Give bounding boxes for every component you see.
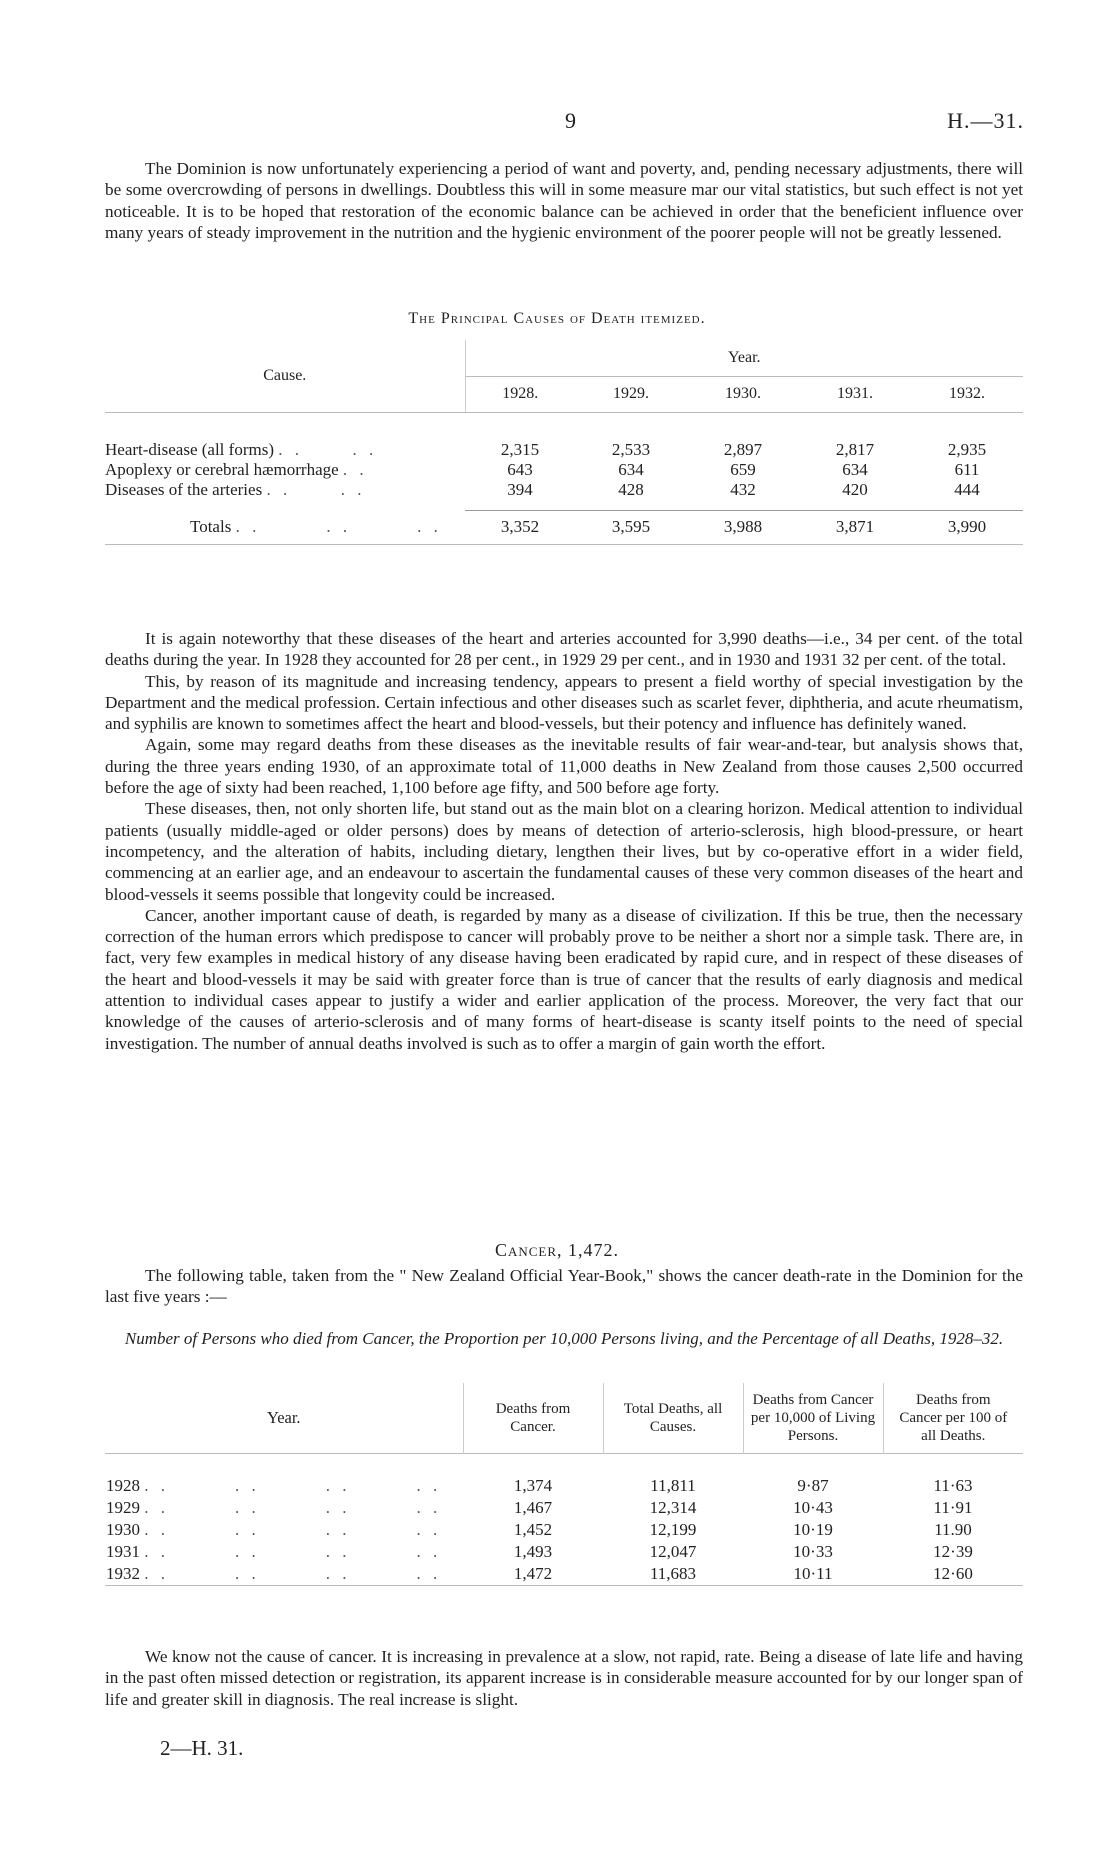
paragraph: It is again noteworthy that these diseases of the heart and arteries accounted for 3,990 deaths—i.e., 34 per cent. of the total deaths during the year. In 1928 they accounted for 28 per cent., in 1929 29 per cent., and in 1930 and 1931 32 per cent. of the total. <box>105 629 1023 670</box>
cancer-intro-block <box>105 1265 1023 1308</box>
closing-paragraph: We know not the cause of cancer. It is increasing in prevalence at a slow, not rapid, rate. Being a disease of late life and having in the past often missed detection or registration, its apparent increase is in considerable measure accounted for by our longer span of life and greater skill in diagnosis. The real increase is slight. <box>105 1647 1023 1709</box>
year-cell: 1932 <box>106 1564 140 1583</box>
table-cell: 659 <box>730 460 756 479</box>
table-cell: 12,047 <box>649 1542 697 1561</box>
year-col-1930: 1930. <box>725 385 761 402</box>
page-reference: H.—31. <box>947 108 1024 133</box>
table-cell: 1,452 <box>513 1520 553 1539</box>
table-row <box>105 1519 1023 1541</box>
year-col-1931: 1931. <box>837 385 873 402</box>
table-cell: 420 <box>842 480 868 499</box>
table-cell: 634 <box>618 460 644 479</box>
total-cell: 3,990 <box>947 517 987 536</box>
total-cell: 3,988 <box>723 517 763 536</box>
year-col-1932: 1932. <box>949 385 985 402</box>
leader-dots: . . . . . . . . <box>144 1542 442 1561</box>
causes-table-title: The Principal Causes of Death itemized. <box>408 310 706 327</box>
totals-row <box>105 510 1023 544</box>
leader-dots: . . . . . . . . <box>144 1476 442 1495</box>
total-cell: 3,352 <box>500 517 540 536</box>
per100-header: Deaths from Cancer per 100 of all Deaths. <box>899 1391 1008 1444</box>
page-footer: 2—H. 31. <box>160 1736 244 1760</box>
leader-dots: . . . . . . . . <box>144 1564 442 1583</box>
leader-dots: . . . . . . <box>235 516 442 536</box>
year-group-header <box>465 340 1023 376</box>
year-cell: 1930 <box>106 1520 140 1539</box>
paragraph: This, by reason of its magnitude and increasing tendency, appears to present a field worthy of special investigation by the Department and the medical profession. Certain infectious and other diseases such as scarlet fever, diphtheria, and acute rheumatism, and syphilis are known to sometimes affect the heart and blood-vessels, but their potency and influence has definitely waned. <box>105 671 1023 734</box>
table-cell: 2,533 <box>611 440 651 459</box>
totals-label: Totals <box>190 516 232 536</box>
cause-label: Diseases of the arteries <box>105 480 263 499</box>
year-cell: 1928 <box>106 1476 140 1495</box>
table-cell: 10·11 <box>793 1564 833 1583</box>
table-cell: 11.90 <box>934 1520 972 1539</box>
year-header-label: Year. <box>727 348 761 366</box>
table-cell: 1,374 <box>513 1476 553 1495</box>
table-cell: 11,811 <box>650 1476 696 1495</box>
year-cell: 1929 <box>106 1498 140 1517</box>
table-cell: 2,315 <box>500 440 540 459</box>
table-cell: 11·91 <box>933 1498 973 1517</box>
leader-dots: . . <box>342 460 368 479</box>
year-cell: 1931 <box>106 1542 140 1561</box>
table-cell: 1,472 <box>513 1564 553 1583</box>
closing-paragraph-block <box>105 1646 1023 1710</box>
paragraph: Again, some may regard deaths from these diseases as the inevitable results of fair wear-and-tear, but analysis shows that, during the three years ending 1930, of an approximate total of 11,000 deaths in New Zealand from those causes 2,500 occurred before the age of sixty had been reached, 1,100 before age fifty, and 500 before age forty. <box>105 735 1023 798</box>
total-deaths-header: Total Deaths, all Causes. <box>603 1383 743 1453</box>
paragraph: Cancer, another important cause of death, is regarded by many as a disease of civilization. If this be true, then the necessary correction of the human errors which predispose to cancer will probably prove to be neither a short nor a simple task. There are, in fact, very few examples in medical history of any disease having been eradicated by rapid cure, and in respect of these diseases of the heart and blood-vessels it may be said with greater force than is true of cancer that the results of early diagnosis and medical attention to individual cases appear to justify a wider and earlier application of the process. Moreover, the very fact that our knowledge of the causes of arterio-sclerosis and of many forms of heart-disease is scanty itself points to the need of special investigation. The number of annual deaths involved is such as to offer a margin of gain worth the effort. <box>105 905 1023 1053</box>
cause-label: Heart-disease (all forms) <box>105 440 274 459</box>
table-row <box>105 1475 1023 1497</box>
leader-dots: . . . . . . . . <box>144 1498 442 1517</box>
table-cell: 2,817 <box>835 440 875 459</box>
table-cell: 11,683 <box>649 1564 697 1583</box>
table-cell: 444 <box>954 480 980 499</box>
table-cell: 394 <box>507 480 533 499</box>
table-cell: 10·19 <box>793 1520 833 1539</box>
table-row <box>105 440 1023 460</box>
year-column-header: Year. <box>105 1383 463 1453</box>
table-cell: 2,897 <box>723 440 763 459</box>
deaths-cancer-header: Deaths from Cancer. <box>463 1383 603 1453</box>
paragraph: These diseases, then, not only shorten life, but stand out as the main blot on a clearing horizon. Medical attention to individual patients (usually middle-aged or older persons) does by means of detection of arterio-sclerosis, high blood-pressure, or heart incompetency, and the alteration of habits, including dietary, lengthen their lives, but by co-operative effort in a wider field, commencing at an earlier age, and an endeavour to ascertain the fundamental causes of these very common diseases of the heart and blood-vessels it seems possible that longevity could be increased. <box>105 799 1023 904</box>
table-row <box>105 480 1023 500</box>
table-cell: 10·33 <box>793 1542 833 1561</box>
causes-table <box>105 340 1023 545</box>
leader-dots: . . . . . . . . <box>144 1520 442 1539</box>
table-cell: 10·43 <box>793 1498 833 1517</box>
cause-column-header <box>105 340 465 412</box>
table-cell: 9·87 <box>797 1476 829 1495</box>
cause-header-label: Cause. <box>263 366 307 384</box>
total-cell: 3,871 <box>835 517 875 536</box>
body-paragraphs <box>105 628 1023 1054</box>
page-number: 9 <box>565 108 576 133</box>
year-col-1929: 1929. <box>613 385 649 402</box>
table-cell: 634 <box>842 460 868 479</box>
table-row <box>105 1497 1023 1519</box>
cancer-table <box>105 1383 1023 1586</box>
intro-paragraph-block <box>105 158 1023 243</box>
table-cell: 12,314 <box>649 1498 697 1517</box>
year-col-1928: 1928. <box>502 385 539 402</box>
cancer-intro-paragraph: The following table, taken from the " New Zealand Official Year-Book," shows the cancer death-rate in the Dominion for the last five years :— <box>105 1266 1023 1307</box>
table-row <box>105 1541 1023 1563</box>
table-cell: 12,199 <box>649 1520 697 1539</box>
table-cell: 11·63 <box>933 1476 973 1495</box>
table-cell: 2,935 <box>947 440 987 459</box>
page-header <box>0 108 1114 138</box>
table-cell: 1,467 <box>513 1498 553 1517</box>
leader-dots: . . . . <box>278 440 378 459</box>
table-cell: 12·60 <box>933 1564 973 1583</box>
intro-paragraph: The Dominion is now unfortunately experiencing a period of want and poverty, and, pending necessary adjustments, there will be some overcrowding of persons in dwellings. Doubtless this will in some measure mar our vital statistics, but such effect is not yet noticeable. It is to be hoped that restoration of the economic balance can be achieved in order that the beneficient influence over many years of steady improvement in the nutrition and the hygienic environment of the poorer people will not be greatly lessened. <box>105 159 1023 242</box>
per10000-header: Deaths from Cancer per 10,000 of Living Persons. <box>743 1383 883 1453</box>
table-row <box>105 1563 1023 1586</box>
leader-dots: . . . . <box>266 480 366 499</box>
table-cell: 611 <box>954 460 980 479</box>
total-cell: 3,595 <box>611 517 651 536</box>
table-cell: 1,493 <box>513 1542 553 1561</box>
cause-label: Apoplexy or cerebral hæmorrhage <box>105 460 339 479</box>
table-cell: 643 <box>507 460 533 479</box>
table-row <box>105 460 1023 480</box>
table-cell: 12·39 <box>933 1542 973 1561</box>
cancer-section-title: Cancer, 1,472. <box>494 1240 620 1260</box>
table-cell: 428 <box>618 480 644 499</box>
table-cell: 432 <box>730 480 756 499</box>
cancer-table-caption: Number of Persons who died from Cancer, the Proportion per 10,000 Persons living, and the Percentage of all Deaths, 1928–32. <box>124 1329 1004 1348</box>
